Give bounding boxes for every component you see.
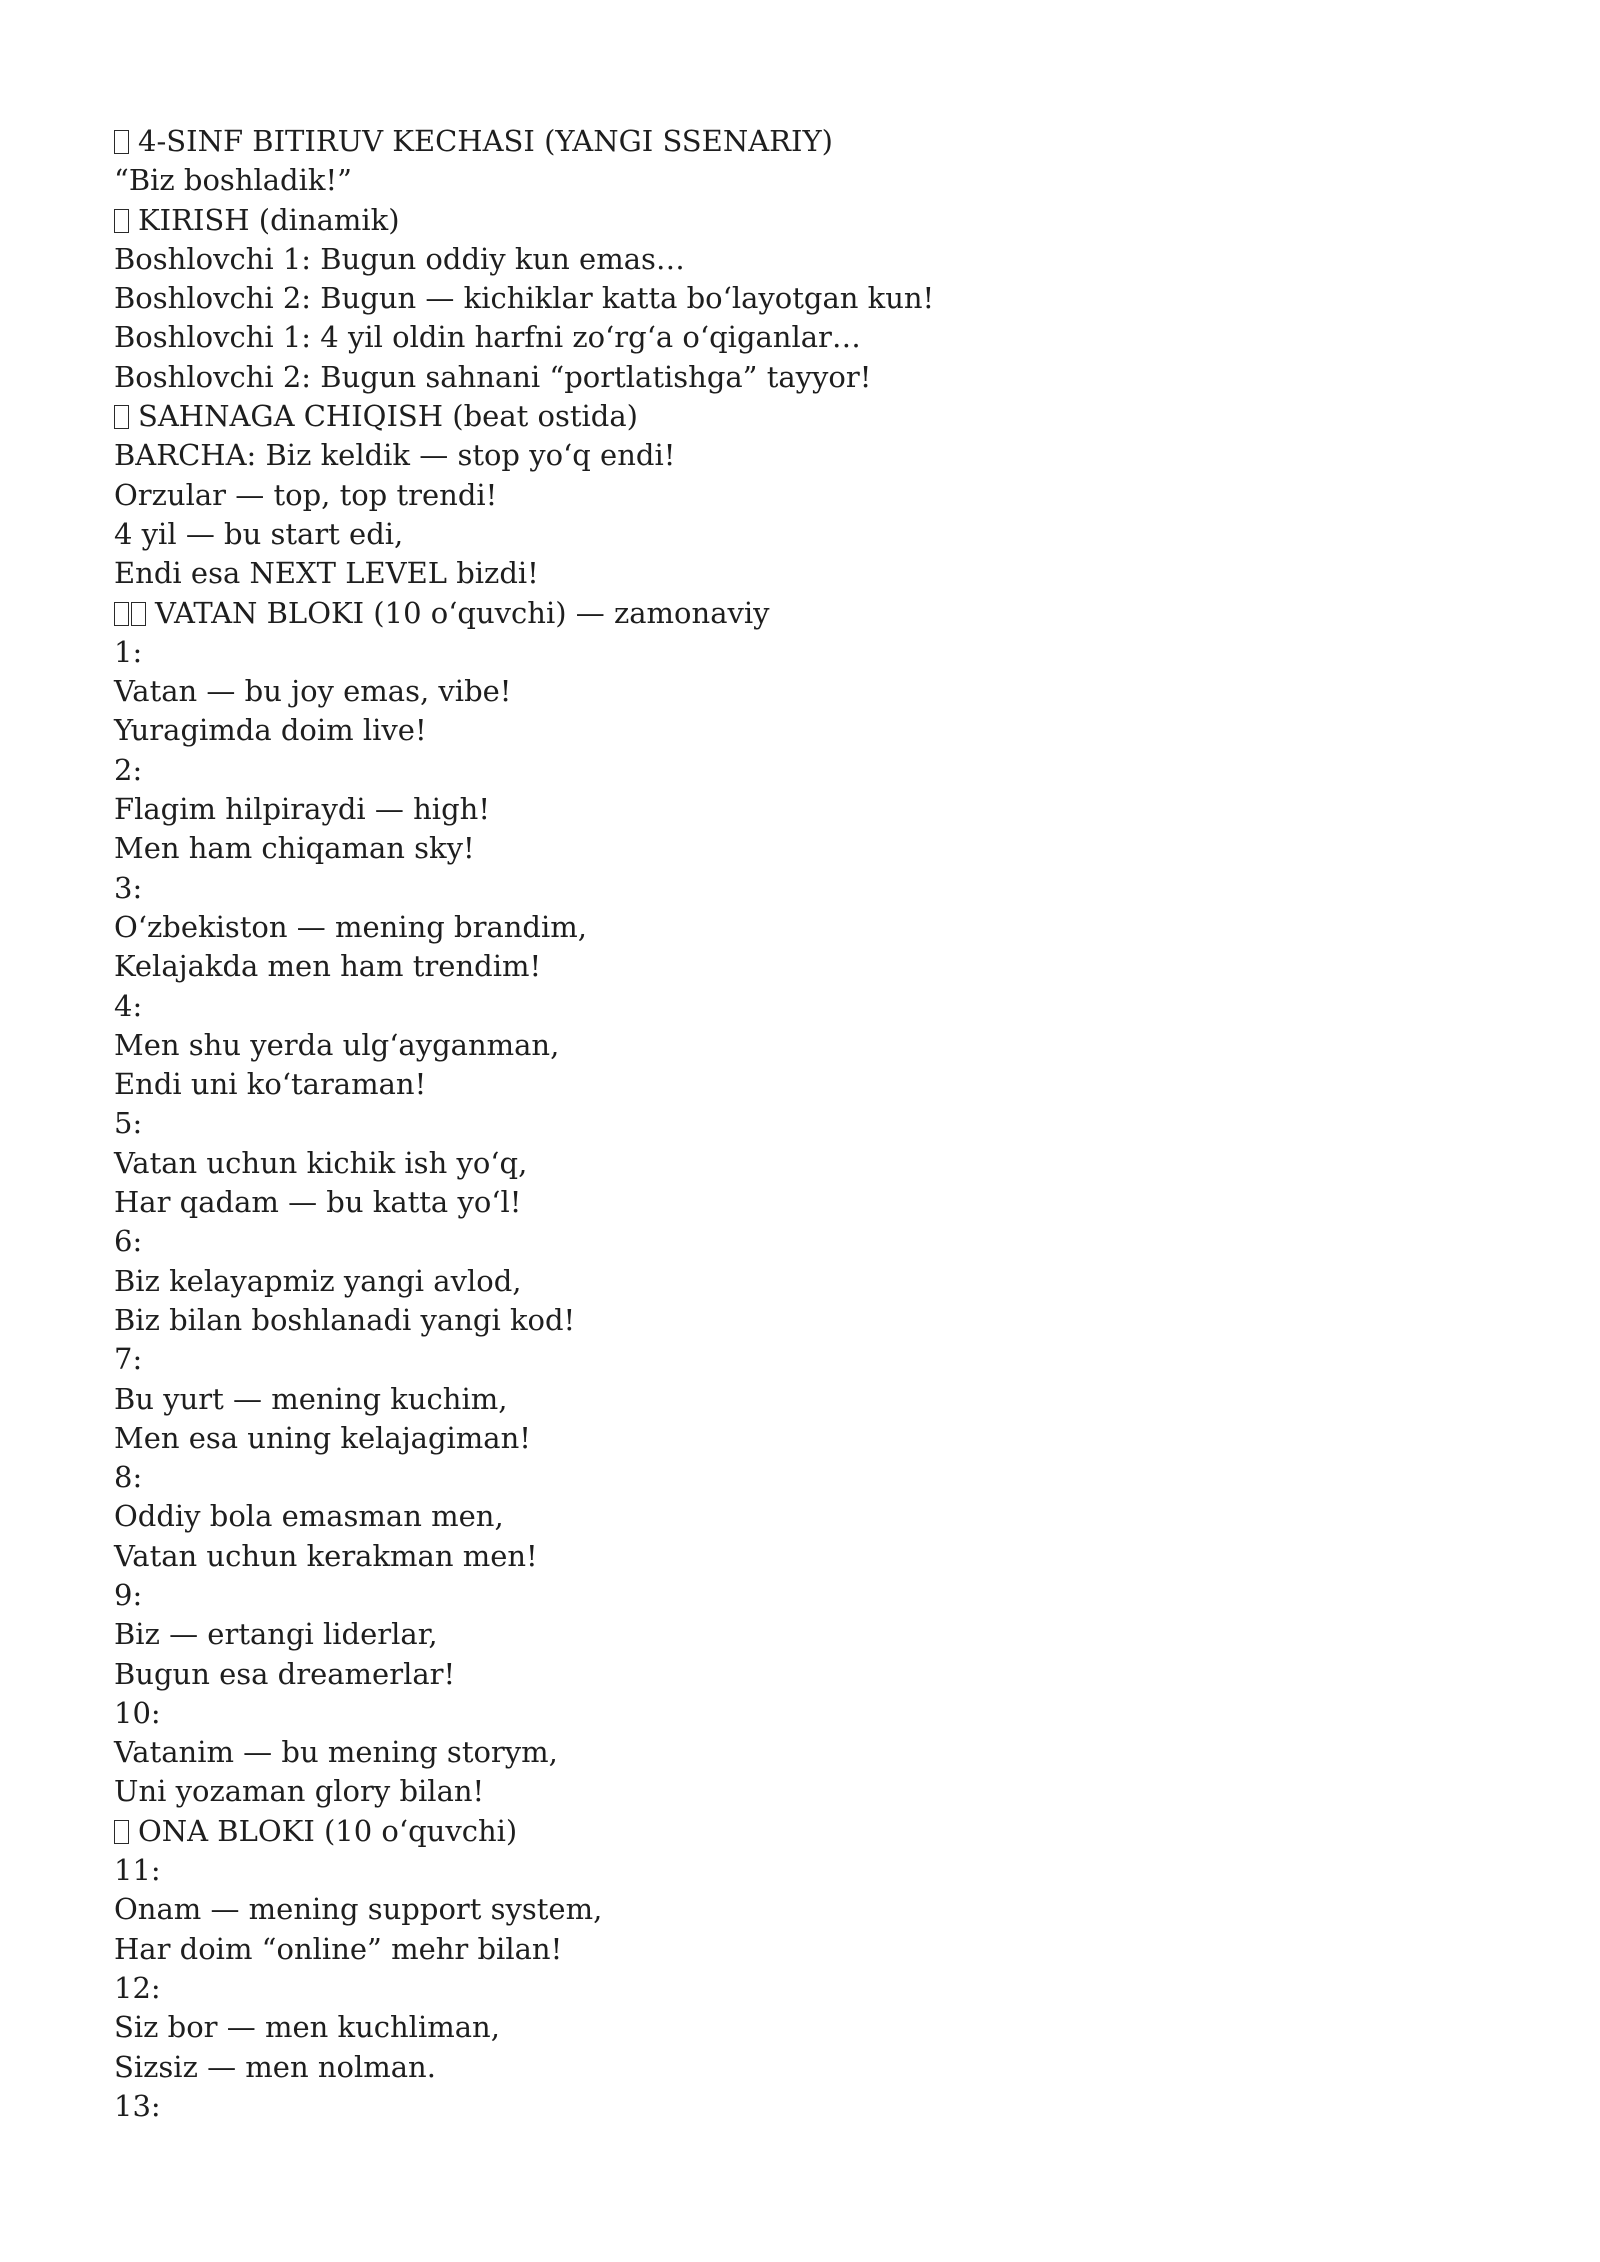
text-line [114,318,1494,357]
script-text [114,122,1494,2126]
text-line [114,1340,1494,1379]
text-line [114,1104,1494,1143]
text-line [114,1144,1494,1183]
text-line [114,829,1494,868]
line-text: “Biz boshladik!” [114,163,352,198]
line-text: Bu yurt — mening kuchim, [114,1381,508,1416]
line-text: 9: [114,1577,143,1612]
heading-text: ONA BLOKI (10 oʻquvchi) [138,1813,518,1848]
line-text: Onam — mening support system, [114,1892,603,1927]
missing-glyph-icon [131,602,146,626]
text-line [114,633,1494,672]
line-text: 3: [114,870,143,905]
line-text: Biz bilan boshlanadi yangi kod! [114,1302,576,1337]
section-heading [114,122,1494,161]
text-line [114,869,1494,908]
text-line [114,515,1494,554]
line-text: 4 yil — bu start edi, [114,516,404,551]
section-heading [114,397,1494,436]
text-line [114,1655,1494,1694]
text-line [114,1851,1494,1890]
line-text: Endi uni koʻtaraman! [114,1067,427,1102]
line-text: Endi esa NEXT LEVEL bizdi! [114,556,539,591]
line-text: Biz kelayapmiz yangi avlod, [114,1263,522,1298]
line-text: Oʻzbekiston — mening brandim, [114,909,587,944]
line-text: Flagim hilpiraydi — high! [114,792,490,827]
line-text: Kelajakda men ham trendim! [114,949,542,984]
text-line [114,240,1494,279]
line-text: 2: [114,752,143,787]
text-line [114,1301,1494,1340]
heading-text: SAHNAGA CHIQISH (beat ostida) [138,399,638,434]
line-text: Har doim “online” mehr bilan! [114,1931,563,1966]
line-text: Oddiy bola emasman men, [114,1499,504,1534]
line-text: Bugun esa dreamerlar! [114,1656,456,1691]
line-text: Vatan — bu joy emas, vibe! [114,674,512,709]
line-text: Boshlovchi 1: Bugun oddiy kun emas… [114,241,685,276]
line-text: Orzular — top, top trendi! [114,477,498,512]
text-line [114,2008,1494,2047]
text-line [114,711,1494,750]
line-text: Boshlovchi 2: Bugun sahnani “portlatishga” tayyor! [114,359,872,394]
text-line [114,1419,1494,1458]
line-text: Biz — ertangi liderlar, [114,1617,438,1652]
text-line [114,1694,1494,1733]
text-line [114,279,1494,318]
missing-glyph-icon [114,602,129,626]
line-text: Vatan uchun kerakman men! [114,1538,538,1573]
text-line [114,751,1494,790]
text-line [114,1890,1494,1929]
line-text: 7: [114,1342,143,1377]
line-text: Men shu yerda ulgʻayganman, [114,1027,560,1062]
text-line [114,987,1494,1026]
line-text: Vatanim — bu mening storym, [114,1735,558,1770]
text-line [114,2087,1494,2126]
line-text: 1: [114,634,143,669]
missing-glyph-icon [114,130,129,154]
text-line [114,436,1494,475]
line-text: 5: [114,1106,143,1141]
text-line [114,2048,1494,2087]
line-text: 10: [114,1695,161,1730]
text-line [114,947,1494,986]
text-line [114,1969,1494,2008]
text-line [114,161,1494,200]
line-text: 8: [114,1460,143,1495]
text-line [114,1380,1494,1419]
text-line [114,554,1494,593]
text-line [114,1262,1494,1301]
line-text: Har qadam — bu katta yoʻl! [114,1185,522,1220]
line-text: Siz bor — men kuchliman, [114,2010,500,2045]
text-line [114,908,1494,947]
text-line [114,1537,1494,1576]
line-text: Boshlovchi 1: 4 yil oldin harfni zoʻrgʻa oʻqiganlar… [114,320,861,355]
line-text: 11: [114,1853,161,1888]
line-text: Vatan uchun kichik ish yoʻq, [114,1145,528,1180]
heading-text: KIRISH (dinamik) [138,202,400,237]
section-heading [114,1812,1494,1851]
text-line [114,358,1494,397]
text-line [114,1026,1494,1065]
text-line [114,1497,1494,1536]
line-text: BARCHA: Biz keldik — stop yoʻq endi! [114,438,676,473]
line-text: Men ham chiqaman sky! [114,831,475,866]
text-line [114,1576,1494,1615]
text-line [114,1772,1494,1811]
text-line [114,1458,1494,1497]
line-text: Boshlovchi 2: Bugun — kichiklar katta boʻlayotgan kun! [114,281,935,316]
line-text: 4: [114,988,143,1023]
heading-text: 4-SINF BITIRUV KECHASI (YANGI SSENARIY) [138,124,833,158]
line-text: 12: [114,1970,161,2005]
heading-text: VATAN BLOKI (10 oʻquvchi) — zamonaviy [155,595,770,630]
text-line [114,790,1494,829]
text-line [114,1065,1494,1104]
line-text: Yuragimda doim live! [114,713,427,748]
text-line [114,476,1494,515]
missing-glyph-icon [114,1820,129,1844]
text-line [114,1930,1494,1969]
section-heading [114,201,1494,240]
line-text: 6: [114,1224,143,1259]
missing-glyph-icon [114,209,129,233]
missing-glyph-icon [114,405,129,429]
line-text: 13: [114,2088,161,2123]
text-line [114,1733,1494,1772]
line-text: Men esa uning kelajagiman! [114,1420,531,1455]
line-text: Sizsiz — men nolman. [114,2049,436,2084]
text-line [114,672,1494,711]
text-line [114,1222,1494,1261]
text-line [114,1183,1494,1222]
section-heading [114,594,1494,633]
line-text: Uni yozaman glory bilan! [114,1774,485,1809]
text-line [114,1615,1494,1654]
